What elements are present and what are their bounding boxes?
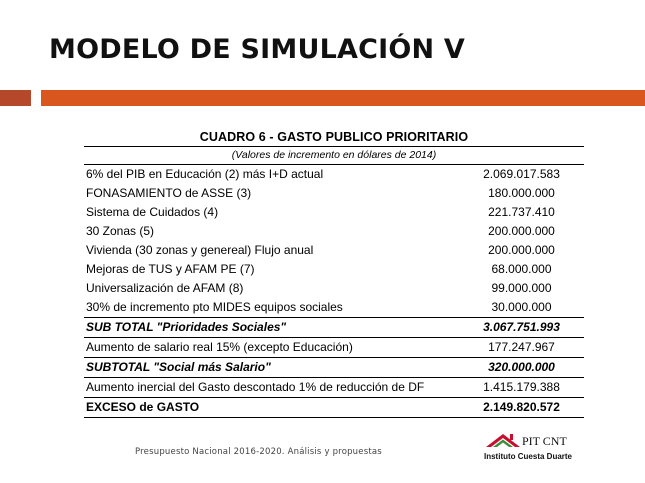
row-label: 30 Zonas (5) [86,224,155,238]
row-value: 1.415.179.388 [483,380,560,394]
accent-bar-right [41,90,645,106]
row-label: 6% del PIB en Educación (2) más I+D actual [86,167,324,181]
row-value: 200.000.000 [488,243,555,257]
budget-table [84,128,584,418]
table-row [84,184,584,203]
slide-title: MODELO DE SIMULACIÓN V [49,34,466,65]
row-label: Aumento de salario real 15% (excepto Educación) [86,340,353,354]
row-value: 2.149.820.572 [483,400,560,414]
row-label: SUBTOTAL "Social más Salario" [86,360,271,374]
row-value: 180.000.000 [488,186,555,200]
table-row [84,222,584,241]
accent-bar-left [0,90,31,106]
table-row [84,203,584,222]
footer-text: Presupuesto Nacional 2016-2020. Análisis y propuestas [135,447,382,457]
table-subtitle: (Valores de incremento en dólares de 2014) [84,147,584,165]
row-value: 177.247.967 [488,340,555,354]
subtotal-row [84,358,584,378]
row-value: 99.000.000 [491,281,552,295]
table-row [84,241,584,260]
pit-cnt-logo [484,430,584,466]
row-label: Universalización de AFAM (8) [86,281,244,295]
row-value: 200.000.000 [488,224,555,238]
row-value: 221.737.410 [488,205,555,219]
row-value: 320.000.000 [488,360,555,374]
table-row [84,298,584,318]
table-row [84,378,584,398]
row-label: Sistema de Cuidados (4) [86,205,219,219]
row-value: 68.000.000 [491,262,552,276]
row-label: FONASAMIENTO de ASSE (3) [86,186,252,200]
table-row [84,279,584,298]
logo-subtitle: Instituto Cuesta Duarte [484,452,573,461]
row-label: Vivienda (30 zonas y genereal) Flujo anual [86,243,314,257]
table-row [84,165,584,184]
row-value: 2.069.017.583 [483,167,560,181]
total-row [84,398,584,418]
row-label: Aumento inercial del Gasto descontado 1% de reducción de DF [86,380,425,394]
row-value: 3.067.751.993 [483,320,560,334]
row-label: EXCESO de GASTO [86,400,200,414]
row-label: Mejoras de TUS y AFAM PE (7) [86,262,255,276]
subtotal-row [84,318,584,338]
logo-name: PIT CNT [522,434,567,448]
row-label: 30% de incremento pto MIDES equipos sociales [86,300,343,314]
table-row [84,338,584,358]
row-value: 30.000.000 [491,300,552,314]
table-title: CUADRO 6 - GASTO PUBLICO PRIORITARIO [84,128,584,147]
house-roof-icon [484,430,522,452]
table-row [84,260,584,279]
row-label: SUB TOTAL "Prioridades Sociales" [86,320,287,334]
